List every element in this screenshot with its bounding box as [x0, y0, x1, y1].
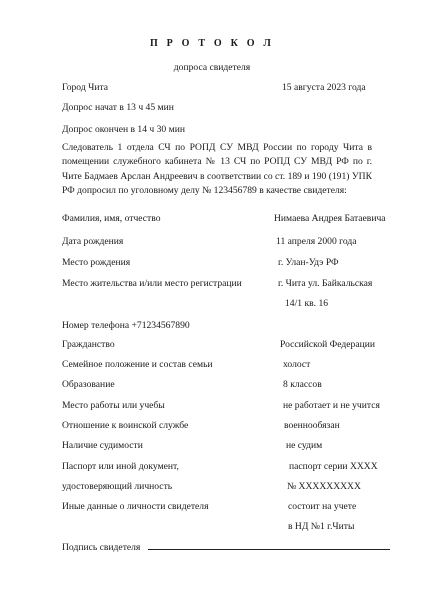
field-birth-date-label: Дата рождения [62, 236, 124, 247]
field-work-value: не работает и не учится [283, 400, 380, 411]
field-passport-label-line2: удостоверяющий личность [62, 481, 173, 492]
city: Город Чита [62, 82, 109, 93]
intro-paragraph: Следователь 1 отдела СЧ по РОПД СУ МВД России по городу Чита в помещении служебного кабинета № 13 СЧ по РОПД СУ МВД РФ по г. Чите Бадмаев Арслан Андреевич в соответствии со ст. 189 и 190 (191) УПК РФ допросил по уголовному делу № 123456789 в качестве свидетеля: [62, 142, 372, 196]
signature-label: Подпись свидетеля [62, 542, 141, 553]
field-military-value: военнообязан [284, 420, 340, 431]
document-title: П Р О Т О К О Л [149, 38, 275, 49]
field-other-value: состоит на учете [288, 501, 357, 512]
field-citizenship-label: Гражданство [62, 339, 115, 350]
field-residence-value-line2: 14/1 кв. 16 [285, 298, 329, 309]
field-record-label: Наличие судимости [62, 440, 143, 451]
document-date: 15 августа 2023 года [282, 82, 366, 93]
document-subtitle: допроса свидетеля [173, 62, 251, 73]
interrogation-start: Допрос начат в 13 ч 45 мин [62, 102, 174, 113]
field-birth-place-value: г. Улан-Удэ РФ [278, 257, 339, 268]
field-passport-value: паспорт серии ХХХХ [289, 461, 378, 472]
field-passport-label: Паспорт или иной документ, [62, 461, 179, 472]
field-phone: Номер телефона +71234567890 [62, 320, 190, 331]
field-fio-value: Нимаева Андрея Батаевича [274, 213, 386, 224]
field-other-value-line2: в НД №1 г.Читы [288, 521, 355, 532]
interrogation-end: Допрос окончен в 14 ч 30 мин [62, 124, 185, 135]
field-record-value: не судим [286, 440, 323, 451]
field-education-label: Образование [62, 379, 115, 390]
field-birth-place-label: Место рождения [62, 257, 131, 268]
field-residence-value: г. Чита ул. Байкальская [278, 278, 373, 289]
field-fio-label: Фамилия, имя, отчество [62, 213, 161, 224]
field-family-label: Семейное положение и состав семьи [62, 359, 213, 370]
field-military-label: Отношение к воинской службе [62, 420, 189, 431]
field-passport-value-line2: № ХХХХХХХХХ [287, 481, 361, 492]
field-birth-date-value: 11 апреля 2000 года [276, 236, 357, 247]
field-citizenship-value: Российской Федерации [280, 339, 375, 350]
signature-line[interactable] [148, 549, 390, 550]
field-work-label: Место работы или учебы [62, 400, 165, 411]
field-education-value: 8 классов [283, 379, 322, 390]
field-other-label: Иные данные о личности свидетеля [62, 501, 209, 512]
field-family-value: холост [283, 359, 311, 370]
field-residence-label: Место жительства и/или место регистрации [62, 278, 242, 289]
